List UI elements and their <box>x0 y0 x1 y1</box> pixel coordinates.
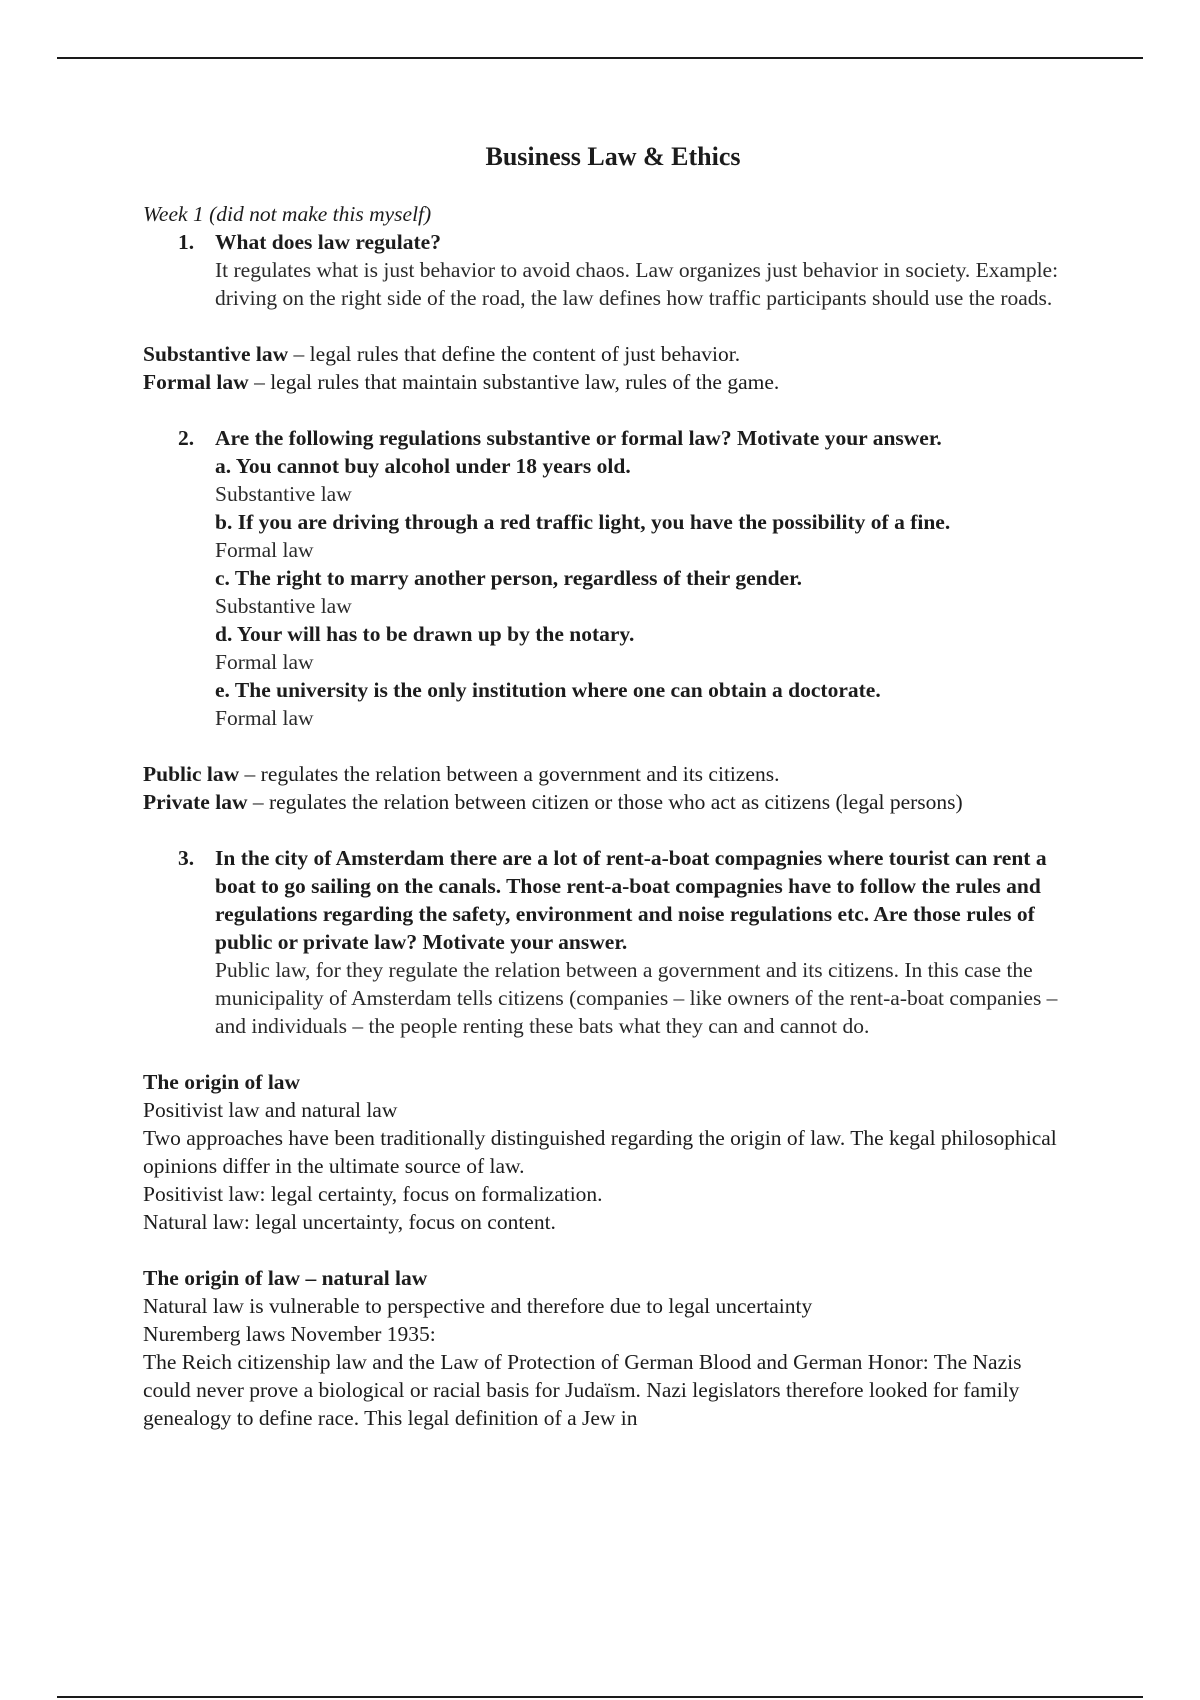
question-text: In the city of Amsterdam there are a lot of rent-a-boat compagnies where tourist can rent a boat to go sailing on the canals. Those rent-a-boat compagnies have to follow the rules and regulations regarding the safety, environment and noise regulations etc. Are those rules of public or private law? Motivate your answer. <box>215 846 1047 954</box>
definition-private-law <box>143 788 1063 816</box>
definition-substantive-law <box>143 340 1063 368</box>
question-number: 1. <box>178 230 195 254</box>
definition-term: Substantive law <box>143 342 289 366</box>
sub-answer: Formal law <box>215 538 314 562</box>
sub-question: c. The right to marry another person, regardless of their gender. <box>215 566 803 590</box>
document-body <box>143 140 1063 1432</box>
question-3 <box>143 844 1063 1040</box>
sub-question: d. Your will has to be drawn up by the notary. <box>215 622 635 646</box>
section-heading-origin: The origin of law <box>143 1070 301 1094</box>
paragraph: Natural law is vulnerable to perspective and therefore due to legal uncertainty <box>143 1294 813 1318</box>
definition-text: – legal rules that define the content of just behavior. <box>288 342 741 366</box>
sub-answer: Substantive law <box>215 594 352 618</box>
question-text: Are the following regulations substantive or formal law? Motivate your answer. <box>215 426 942 450</box>
sub-question: a. You cannot buy alcohol under 18 years old. <box>215 454 631 478</box>
question-2 <box>143 424 1063 732</box>
bottom-rule <box>57 1696 1143 1698</box>
definition-text: – legal rules that maintain substantive law, rules of the game. <box>248 370 780 394</box>
paragraph: The Reich citizenship law and the Law of Protection of German Blood and German Honor: The Nazis could never prove a biological or racial basis for Judaïsm. Nazi legislators therefore looked for family genealogy to define race. This legal definition of a Jew in <box>143 1350 1022 1430</box>
answer-text: Public law, for they regulate the relation between a government and its citizens. In this case the municipality of Amsterdam tells citizens (companies – like owners of the rent-a-boat companies – and individuals – the people renting these bats what they can and cannot do. <box>215 958 1058 1038</box>
definition-text: – regulates the relation between citizen or those who act as citizens (legal persons) <box>247 790 963 814</box>
question-text: What does law regulate? <box>215 230 441 254</box>
sub-question: e. The university is the only institution where one can obtain a doctorate. <box>215 678 881 702</box>
definition-text: – regulates the relation between a government and its citizens. <box>239 762 780 786</box>
paragraph: Two approaches have been traditionally distinguished regarding the origin of law. The kegal philosophical opinions differ in the ultimate source of law. <box>143 1126 1057 1178</box>
definition-term: Private law <box>143 790 248 814</box>
week-note: Week 1 (did not make this myself) <box>143 202 432 226</box>
definition-public-law <box>143 760 1063 788</box>
definition-term: Formal law <box>143 370 249 394</box>
sub-question: b. If you are driving through a red traffic light, you have the possibility of a fine. <box>215 510 951 534</box>
question-number: 2. <box>178 426 195 450</box>
sub-answer: Formal law <box>215 650 314 674</box>
page-title: Business Law & Ethics <box>485 142 741 171</box>
definition-term: Public law <box>143 762 240 786</box>
section-heading-natural-law: The origin of law – natural law <box>143 1266 428 1290</box>
paragraph: Nuremberg laws November 1935: <box>143 1322 436 1346</box>
question-1 <box>143 228 1063 312</box>
paragraph: Positivist law and natural law <box>143 1098 398 1122</box>
question-number: 3. <box>178 846 195 870</box>
paragraph: Positivist law: legal certainty, focus on formalization. <box>143 1182 603 1206</box>
answer-text: It regulates what is just behavior to avoid chaos. Law organizes just behavior in society. Example: driving on the right side of the road, the law defines how traffic participants should use the roads. <box>215 258 1059 310</box>
top-rule <box>57 57 1143 59</box>
sub-answer: Substantive law <box>215 482 352 506</box>
definition-formal-law <box>143 368 1063 396</box>
paragraph: Natural law: legal uncertainty, focus on content. <box>143 1210 556 1234</box>
sub-answer: Formal law <box>215 706 314 730</box>
